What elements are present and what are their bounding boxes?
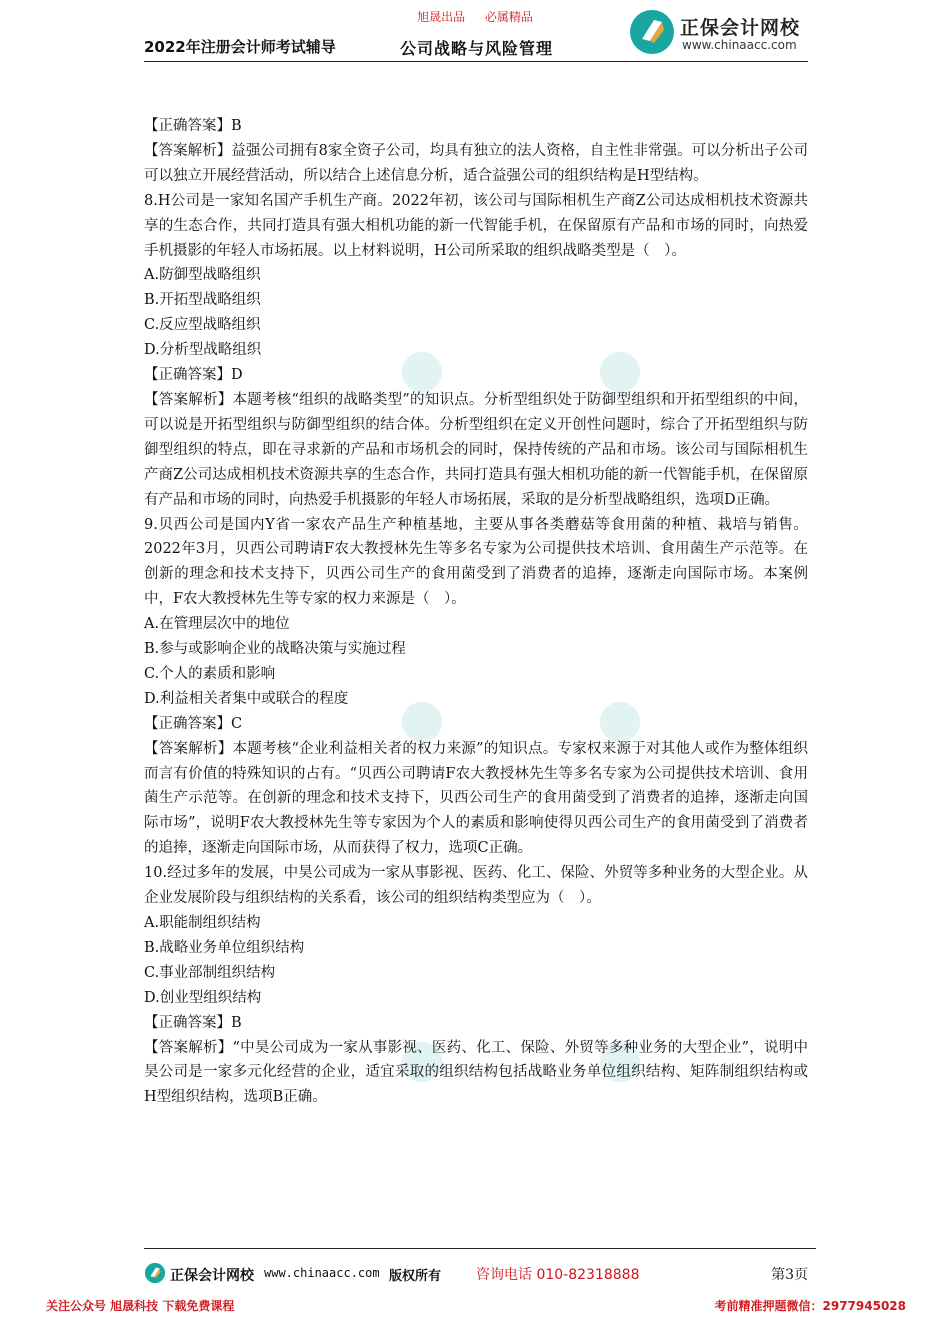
option-b: B.战略业务单位组织结构 [144, 939, 305, 956]
footer-rights: 版权所有 [389, 1269, 442, 1284]
exam-title: 2022年注册会计师考试辅导 [144, 38, 336, 56]
footer-logo-icon [144, 1262, 166, 1284]
option-c: C.事业部制组织结构 [144, 964, 276, 981]
question-8: 8.H公司是一家知名国产手机生产商。2022年初，该公司与国际相机生产商Z公司达成相机技术资源共享的生态合作，共同打造具有强大相机功能的新一代智能手机，在保留原有产品和市场的同时，向热爱手机摄影的年轻人市场拓展。以上材料说明，H公司所采取的组织战略类型是（ ）。 [144, 192, 808, 259]
footer-divider [144, 1248, 816, 1249]
brand-url: www.chinaacc.com [682, 38, 797, 52]
option-b: B.参与或影响企业的战略决策与实施过程 [144, 641, 406, 658]
document-body [144, 114, 808, 1110]
question-10: 10.经过多年的发展，中昊公司成为一家从事影视、医药、化工、保险、外贸等多种业务的大型企业。从企业发展阶段与组织结构的关系看，该公司的组织结构类型应为（ ）。 [144, 865, 808, 907]
subject-title: 公司战略与风险管理 [400, 39, 554, 58]
brand-logo [628, 8, 828, 56]
top-tag-2: 必属精品 [484, 10, 533, 24]
option-c: C.反应型战略组织 [144, 317, 261, 334]
option-c: C.个人的素质和影响 [144, 665, 276, 682]
question-9: 9.贝西公司是国内Y省一家农产品生产种植基地，主要从事各类蘑菇等食用菌的种植、栽培与销售。2022年3月，贝西公司聘请F农大教授林先生等多名专家为公司提供技术培训、食用菌生产示范等。在创新的理念和技术支持下，贝西公司生产的食用菌受到了消费者的追捧，逐渐走向国际市场。本案例中，F农大教授林先生等专家的权力来源是（ ）。 [144, 516, 808, 608]
explanation: 【答案解析】本题考核“组织的战略类型”的知识点。分析型组织处于防御型组织和开拓型组织的中间，可以说是开拓型组织与防御型组织的结合体。分析型组织在定义开创性问题时，综合了开拓型组织与防御型组织的特点，即在寻求新的产品和市场机会的同时，保持传统的产品和市场。该公司与国际相机生产商Z公司达成相机技术资源共享的生态合作，共同打造具有强大相机功能的新一代智能手机，在保留原有产品和市场的同时，向热爱手机摄影的年轻人市场拓展，采取的是分析型战略组织，选项D正确。 [144, 391, 808, 508]
header-divider [144, 61, 808, 62]
page-number: 第3页 [771, 1267, 808, 1283]
top-tag-1: 旭晟出品 [417, 10, 466, 24]
option-a: A.在管理层次中的地位 [144, 616, 290, 633]
footer-phone: 咨询电话 010-82318888 [476, 1267, 640, 1283]
page-footer [144, 1262, 816, 1288]
option-d: D.利益相关者集中或联合的程度 [144, 690, 349, 707]
option-a: A.防御型战略组织 [144, 267, 261, 284]
answer-line: 【正确答案】D [144, 367, 243, 384]
answer-line: 【正确答案】C [144, 715, 243, 732]
footer-brand: 正保会计网校 [170, 1268, 254, 1284]
option-d: D.创业型组织结构 [144, 989, 262, 1006]
bottom-promo-left: 关注公众号 旭晟科技 下载免费课程 [46, 1299, 235, 1313]
brand-logo-icon [628, 8, 676, 56]
answer-line: 【正确答案】B [144, 1014, 242, 1031]
explanation: 【答案解析】益强公司拥有8家全资子公司，均具有独立的法人资格，自主性非常强。可以分析出子公司可以独立开展经营活动，所以结合上述信息分析，适合益强公司的组织结构是H型结构。 [144, 142, 808, 184]
explanation: 【答案解析】“中昊公司成为一家从事影视、医药、化工、保险、外贸等多种业务的大型企业”，说明中昊公司是一家多元化经营的企业，适宜采取的组织结构包括战略业务单位组织结构、矩阵制组织结构或H型组织结构，选项B正确。 [144, 1039, 808, 1106]
option-b: B.开拓型战略组织 [144, 292, 261, 309]
brand-name: 正保会计网校 [680, 17, 801, 39]
explanation: 【答案解析】本题考核“企业利益相关者的权力来源”的知识点。专家权来源于对其他人或作为整体组织而言有价值的特殊知识的占有。“贝西公司聘请F农大教授林先生等多名专家为公司提供技术培训、食用菌生产示范等。在创新的理念和技术支持下，贝西公司生产的食用菌受到了消费者的追捧，逐渐走向国际市场”，说明F农大教授林先生等专家因为个人的素质和影响使得贝西公司生产的食用菌受到了消费者的追捧，逐渐走向国际市场，从而获得了权力，选项C正确。 [144, 740, 808, 857]
answer-line: 【正确答案】B [144, 118, 242, 134]
option-d: D.分析型战略组织 [144, 342, 262, 359]
footer-url[interactable]: www.chinaacc.com [264, 1266, 380, 1280]
option-a: A.职能制组织结构 [144, 915, 261, 931]
bottom-promo-right: 考前精准押题微信：2977945028 [714, 1299, 906, 1313]
